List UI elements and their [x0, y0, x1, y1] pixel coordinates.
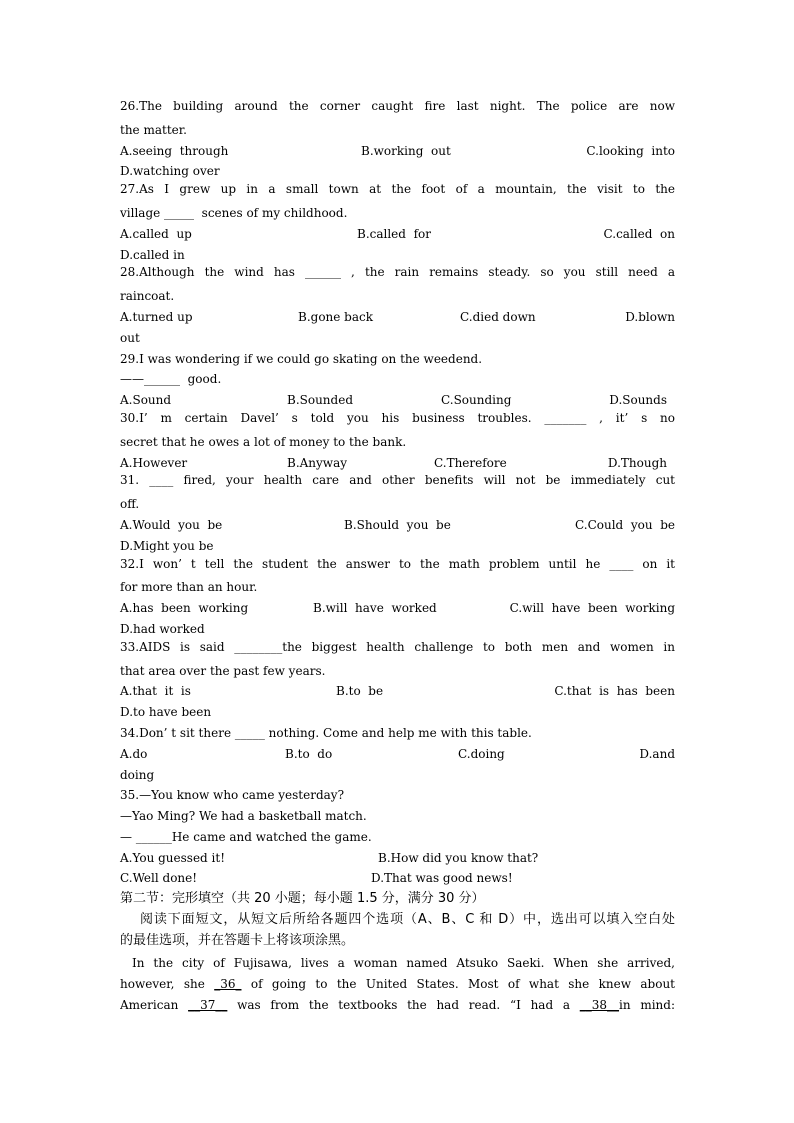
option-c[interactable]: C.Therefore	[434, 455, 507, 470]
option-c[interactable]: C.Could you be	[575, 517, 675, 532]
option-row	[120, 307, 675, 328]
option-row	[120, 390, 675, 411]
section-instruction: 的最佳选项，并在答题卡上将该项涂黑。	[120, 933, 355, 949]
section-cloze	[120, 889, 675, 953]
option-row	[120, 848, 675, 869]
option-row	[120, 453, 675, 474]
question-stem: raincoat.	[120, 289, 175, 304]
option-c[interactable]: C.looking into	[586, 143, 675, 158]
question-stem: off.	[120, 497, 140, 512]
question-stem: —Yao Ming? We had a basketball match.	[120, 809, 367, 824]
cloze-passage	[120, 953, 675, 1016]
question-stem: — ______He came and watched the game.	[120, 829, 372, 844]
option-d[interactable]: D.Sounds	[609, 393, 667, 408]
question-stem: village _____ scenes of my childhood.	[120, 205, 348, 220]
passage-line: In the city of Fujisawa, lives a woman named Atsuko Saeki. When she arrived,	[132, 956, 675, 971]
exam-page	[120, 99, 675, 1016]
section-title: 第二节：完形填空（共 20 小题；每小题 1.5 分，满分 30 分）	[120, 891, 485, 907]
option-c[interactable]: C.doing	[458, 746, 505, 761]
option-row	[120, 744, 675, 765]
question-31	[120, 473, 675, 556]
question-28	[120, 265, 675, 348]
option-a[interactable]: A.has been working	[120, 601, 249, 616]
option-d-wrap: out	[120, 330, 140, 345]
option-a[interactable]: A.However	[120, 455, 188, 470]
passage-text: in mind:	[619, 998, 675, 1013]
question-stem: ——______ good.	[120, 372, 222, 387]
question-26	[120, 99, 675, 182]
blank-36[interactable]: _36_	[214, 977, 242, 992]
option-row	[120, 515, 675, 536]
option-a[interactable]: A.You guessed it!	[120, 850, 226, 865]
section-instruction: 阅读下面短文，从短文后所给各题四个选项（A、B、C 和 D）中，选出可以填入空白处	[140, 912, 675, 928]
option-c[interactable]: C.Well done!	[120, 871, 198, 886]
question-stem: 29.I was wondering if we could go skating on the weedend.	[120, 351, 483, 366]
option-c[interactable]: C.Sounding	[441, 393, 512, 408]
option-b[interactable]: B.called for	[357, 226, 431, 241]
option-d[interactable]: D.blown	[625, 309, 675, 324]
option-b[interactable]: B.How did you know that?	[378, 850, 539, 865]
question-stem: for more than an hour.	[120, 580, 258, 595]
option-b[interactable]: B.Sounded	[287, 393, 353, 408]
option-row	[120, 141, 675, 162]
option-d[interactable]: D.Might you be	[120, 538, 214, 553]
question-33	[120, 640, 675, 723]
option-row	[120, 598, 675, 619]
option-b[interactable]: B.gone back	[298, 309, 374, 324]
option-a[interactable]: A.do	[120, 746, 148, 761]
question-stem: secret that he owes a lot of money to the bank.	[120, 434, 407, 449]
question-stem: that area over the past few years.	[120, 663, 326, 678]
option-d[interactable]: D.Though	[607, 455, 667, 470]
question-27	[120, 182, 675, 265]
question-stem: 27.As I grew up in a small town at the foot of a mountain, the visit to the	[120, 182, 675, 197]
option-a[interactable]: A.called up	[120, 226, 192, 241]
passage-text: of going to the United States. Most of what she knew about	[241, 977, 675, 992]
option-a[interactable]: A.seeing through	[120, 143, 229, 158]
option-b[interactable]: B.will have worked	[313, 601, 437, 616]
passage-text: however, she	[120, 977, 215, 992]
option-b[interactable]: B.to do	[285, 746, 333, 761]
blank-37[interactable]: __37__	[188, 998, 228, 1013]
option-d[interactable]: D.and	[639, 746, 675, 761]
option-b[interactable]: B.Anyway	[287, 455, 348, 470]
question-stem: 31. ____ fired, your health care and other benefits will not be immediately cut	[120, 473, 675, 488]
option-d[interactable]: D.called in	[120, 247, 185, 262]
option-c[interactable]: C.called on	[603, 226, 675, 241]
question-stem: 26.The building around the corner caught fire last night. The police are now	[120, 99, 675, 113]
passage-line	[120, 974, 675, 995]
option-c[interactable]: C.that is has been	[554, 684, 675, 699]
question-30	[120, 411, 675, 473]
passage-line	[120, 995, 675, 1016]
option-row	[120, 681, 675, 702]
option-a[interactable]: A.Sound	[120, 393, 172, 408]
option-d[interactable]: D.That was good news!	[371, 871, 513, 886]
option-b[interactable]: B.working out	[361, 143, 451, 158]
blank-38[interactable]: __38__	[579, 998, 620, 1013]
option-c[interactable]: C.died down	[460, 309, 536, 324]
passage-text: was from the textbooks the had read. “I had a	[227, 998, 580, 1013]
option-a[interactable]: A.Would you be	[120, 517, 223, 532]
question-stem: 28.Although the wind has ______ , the rain remains steady. so you still need a	[120, 265, 675, 280]
option-b[interactable]: B.Should you be	[344, 517, 451, 532]
question-stem: 34.Don’ t sit there _____ nothing. Come and help me with this table.	[120, 725, 532, 740]
option-d-wrap: doing	[120, 767, 155, 782]
question-stem: 33.AIDS is said ________the biggest health challenge to both men and women in	[120, 639, 675, 654]
option-b[interactable]: B.to be	[336, 684, 384, 699]
option-d[interactable]: D.to have been	[120, 705, 212, 720]
option-a[interactable]: A.turned up	[120, 309, 193, 324]
question-stem: the matter.	[120, 122, 187, 137]
option-a[interactable]: A.that it is	[120, 684, 191, 699]
question-34	[120, 723, 675, 785]
question-32	[120, 557, 675, 640]
question-stem: 32.I won’ t tell the student the answer to the math problem until he ____ on it	[120, 556, 675, 571]
option-d[interactable]: D.watching over	[120, 164, 220, 179]
question-29	[120, 349, 675, 411]
option-row	[120, 224, 675, 245]
option-row	[120, 868, 675, 889]
question-35	[120, 785, 675, 889]
question-stem: 35.—You know who came yesterday?	[120, 788, 344, 803]
option-d[interactable]: D.had worked	[120, 621, 205, 636]
option-c[interactable]: C.will have been working	[509, 601, 675, 616]
passage-text: American	[120, 998, 189, 1013]
question-stem: 30.I’ m certain Davel’ s told you his business troubles. _______ , it’ s no	[120, 410, 675, 425]
